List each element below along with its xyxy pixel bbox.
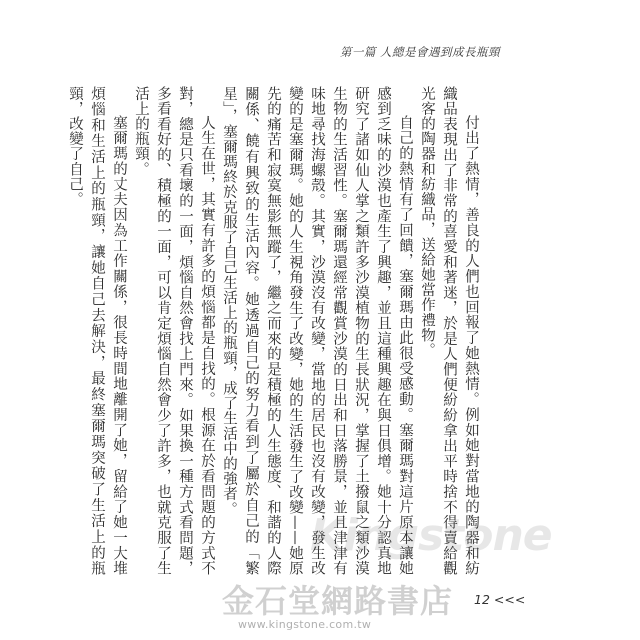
body-text (67, 86, 482, 576)
paragraph-3: 人生在世，其實有許多的煩惱都是自找的。根源在於看問題的方式不對，總是只看壞的一面，煩惱自然會找上門來。如果換一種方式看問題，多看看好的、積極的一面，可以肯定煩惱自然會少了許多，也就克服了生活上的瓶頸。 (133, 86, 215, 576)
watermark-url: www.kingstone.com.tw (238, 618, 372, 631)
running-header: 第一篇 人總是會遇到成長瓶頸 (339, 45, 500, 59)
paragraph-4: 塞爾瑪的丈夫因為工作關係，很長時間地離開了她，留給了她一大堆煩惱和生活上的瓶頸，讓她自己去解決，最終塞爾瑪突破了生活上的瓶頸，改變了自己。 (67, 86, 127, 576)
watermark-logo: Kingstone (310, 510, 552, 561)
watermark-store-name: 金石堂網路書店 (222, 582, 454, 620)
paragraph-1: 付出了熱情，善良的人們也回報了她熱情。例如她對當地的陶器和紡織品表現出了非常的喜愛和著迷，於是人們便紛紛拿出平時捨不得賣給觀光客的陶器和紡織品，送給她當作禮物。 (419, 86, 479, 576)
paragraph-2: 自己的熱情有了回饋，塞爾瑪由此很受感動。塞爾瑪對這片原本讓她感到乏味的沙漠也產生了興趣，並且這種興趣在與日俱增。她十分認真地研究了諸如仙人掌之類許多沙漠植物的生長狀況，掌握了土撥鼠之類沙漠生物的生活習性。塞爾瑪還經常觀賞沙漠的日出和日落勝景，並且津津有味地尋找海螺殼。其實，沙漠沒有改變，當地的居民也沒有改變，發生改變的是塞爾瑪。她的人生視角發生了改變，她的生活發生了改變——她原先的痛苦和寂寞無影無蹤了，繼之而來的是積極的人生態度、和諧的人際關係、饒有興致的生活內容。她透過自己的努力看到了屬於自己的「繁星」，塞爾瑪終於克服了自己生活上的瓶頸，成了生活中的強者。 (221, 86, 413, 576)
page-number: 12 <<< (474, 592, 526, 607)
